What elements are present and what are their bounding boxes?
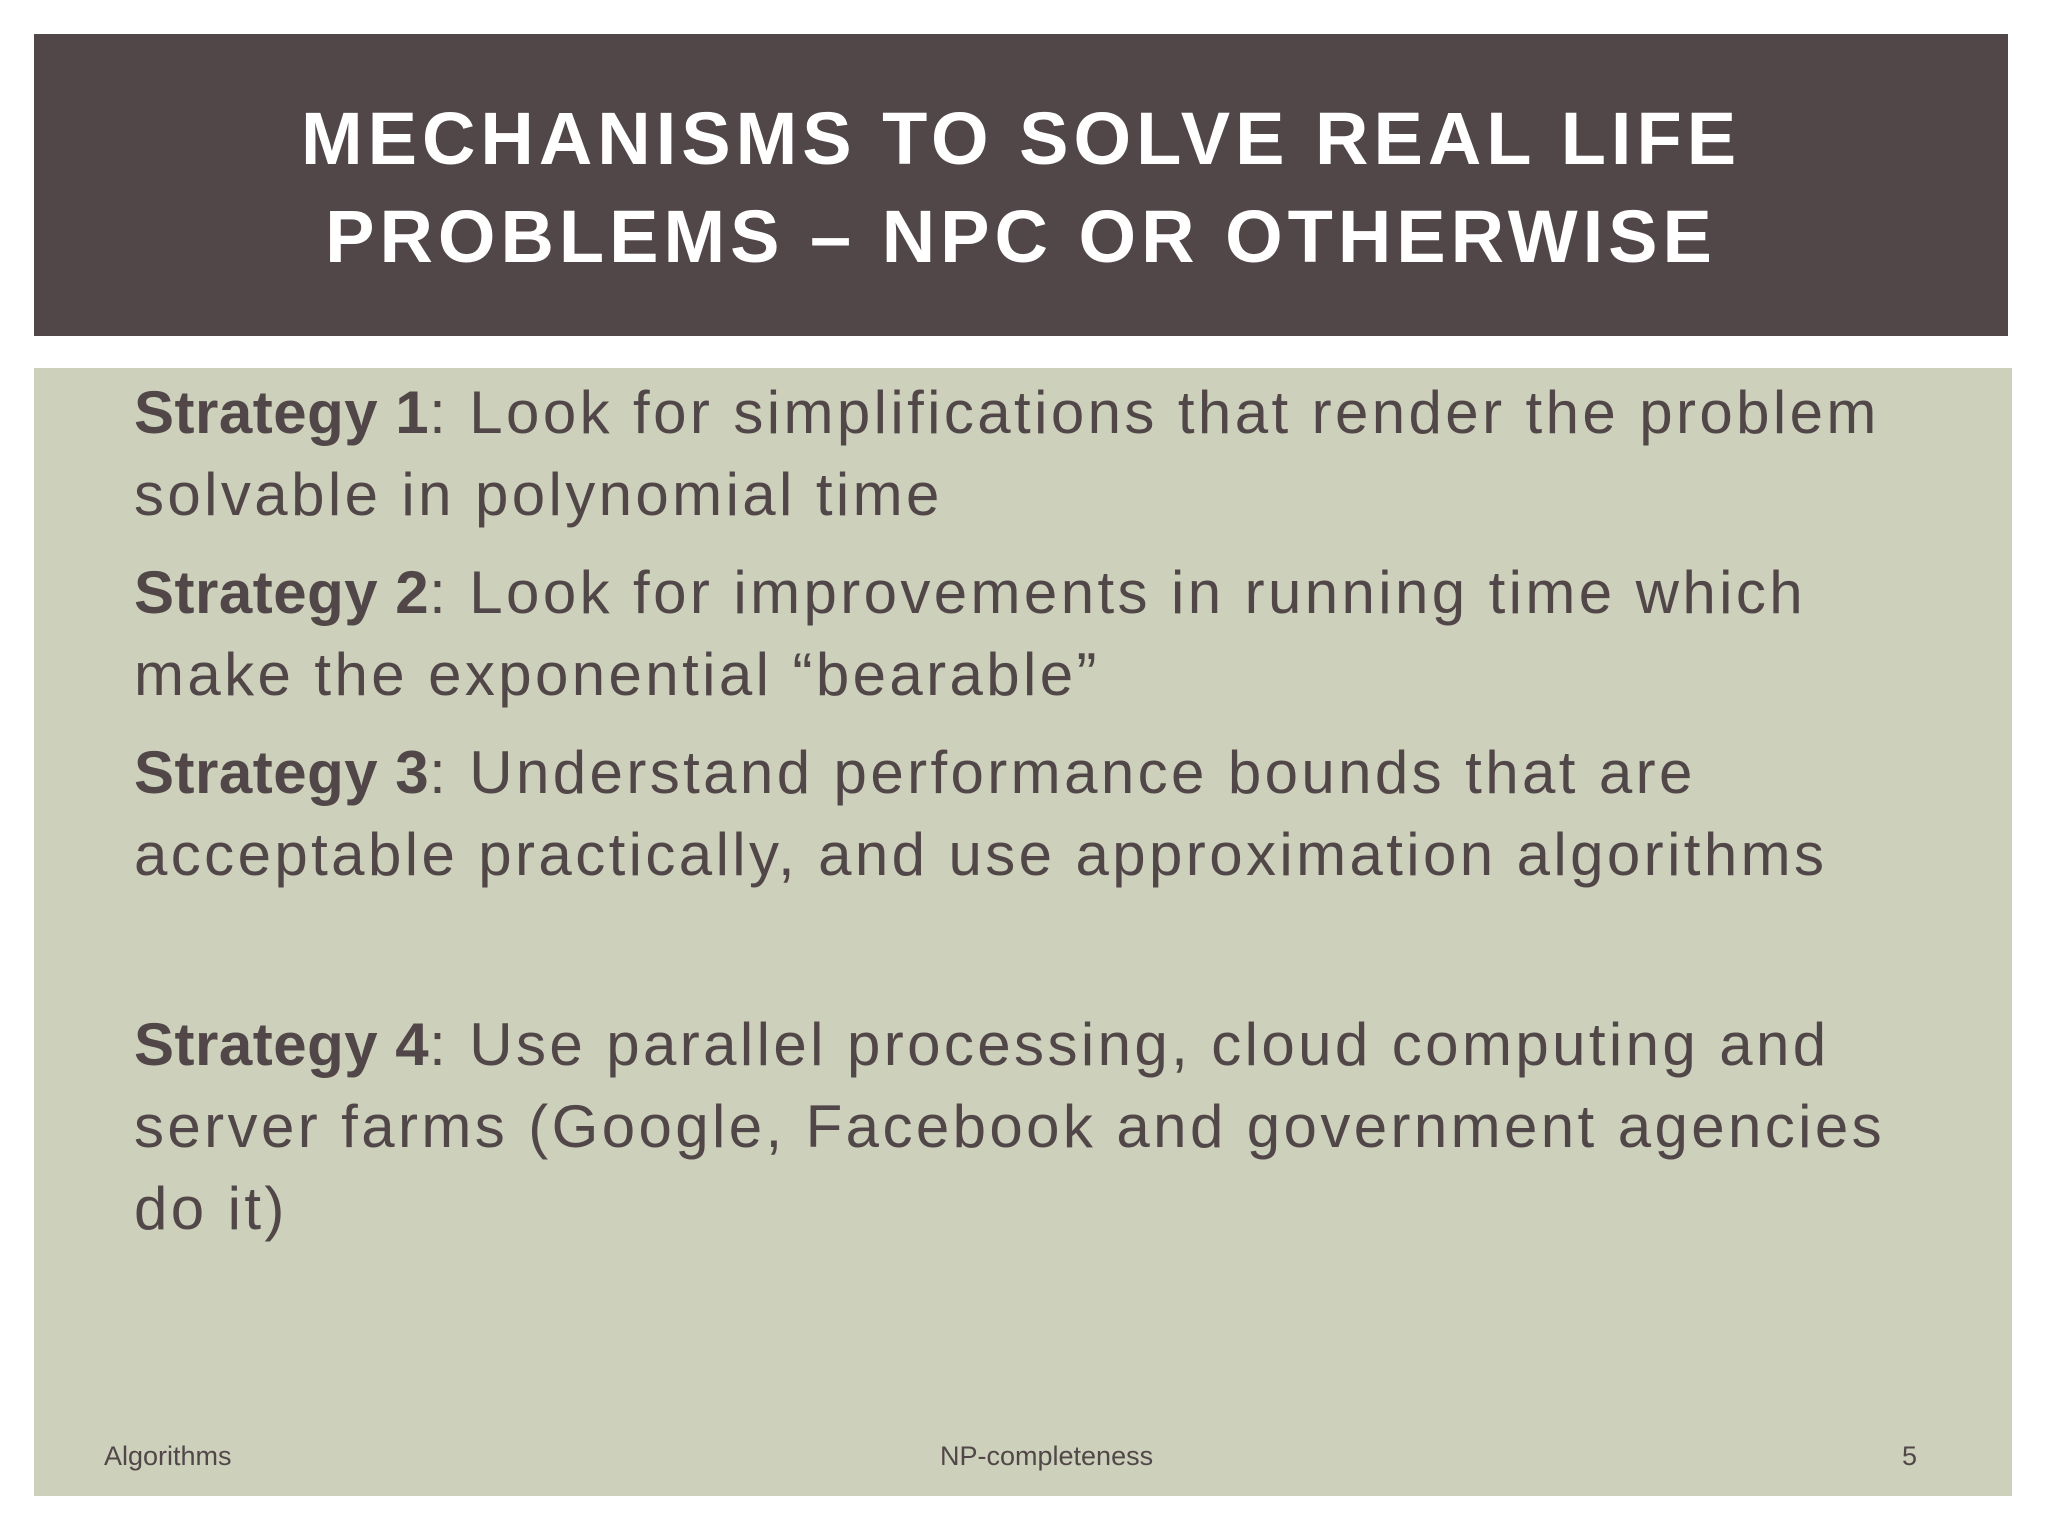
strategy-item-1 [134, 372, 1974, 536]
strategy-text: : Understand performance bounds that are acceptable practically, and use approximation algorithms [134, 739, 1828, 888]
title-line-2: PROBLEMS – NPC OR OTHERWISE [325, 195, 1717, 278]
strategy-item-3 [134, 732, 1974, 896]
strategy-text: : Use parallel processing, cloud computing and server farms (Google, Facebook and government agencies do it) [134, 1011, 1886, 1242]
strategy-item-4 [134, 1004, 1974, 1250]
slide-number: 5 [1902, 1441, 1918, 1471]
footer-course-name: Algorithms [104, 1441, 232, 1471]
slide-content [34, 368, 2012, 1496]
strategy-label: Strategy 3 [134, 739, 430, 806]
strategy-list [134, 372, 1974, 1266]
title-banner [34, 34, 2008, 336]
strategy-label: Strategy 1 [134, 379, 430, 446]
slide-title [301, 84, 1741, 286]
strategy-item-2 [134, 552, 1974, 716]
strategy-text: : Look for improvements in running time which make the exponential “bearable” [134, 559, 1807, 708]
footer-topic: NP-completeness [940, 1441, 1154, 1471]
title-line-1: MECHANISMS TO SOLVE REAL LIFE [300, 97, 1742, 180]
strategy-label: Strategy 2 [134, 559, 430, 626]
strategy-text: : Look for simplifications that render the problem solvable in polynomial time [134, 379, 1880, 528]
strategy-label: Strategy 4 [134, 1011, 430, 1078]
